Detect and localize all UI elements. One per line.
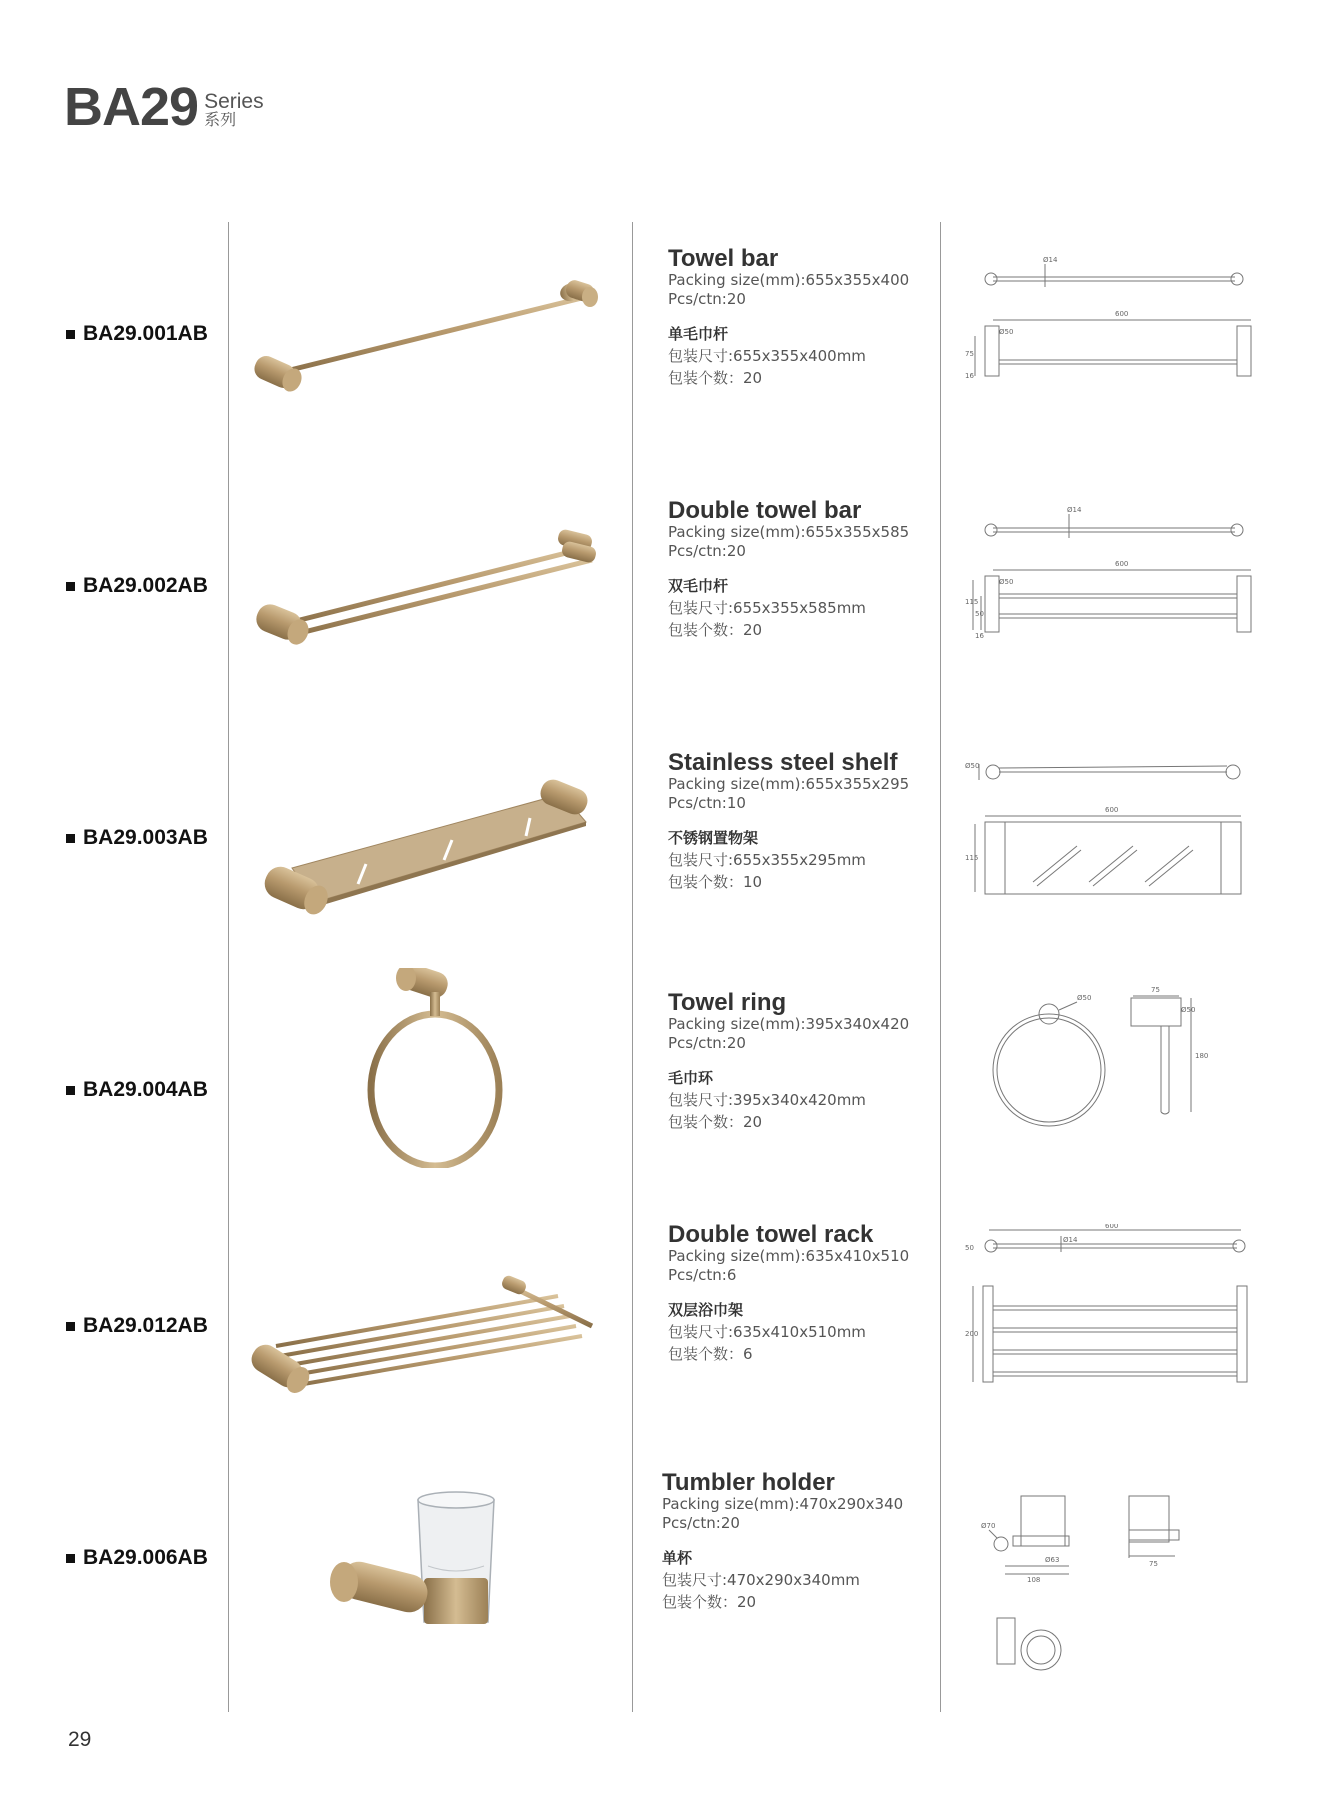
product-info <box>668 1222 928 1365</box>
pcs-per-carton: Pcs/ctn:20 <box>662 1514 740 1533</box>
technical-drawing-tumbler-holder <box>965 1474 1255 1704</box>
product-code: BA29.004AB <box>66 1078 208 1102</box>
product-photo-towel-ring <box>240 968 630 1168</box>
pcs-per-carton-cn: 包装个数：20 <box>668 621 763 640</box>
dimension-label: 600 <box>1115 310 1129 318</box>
dimension-label: 200 <box>965 1330 979 1338</box>
packing-size: Packing size(mm):655x355x295 <box>668 775 910 794</box>
series-subtitle <box>204 91 264 134</box>
bullet-icon <box>66 834 75 843</box>
dimension-label: 16 <box>975 632 984 640</box>
dimension-label: 600 <box>1105 806 1119 814</box>
dimension-label: Ø70 <box>981 1522 996 1530</box>
product-photo-double-towel-rack <box>240 1234 630 1434</box>
technical-drawing-double-towel-bar <box>965 504 1255 734</box>
product-name-cn: 不锈钢置物架 <box>668 829 759 848</box>
series-label-en: Series <box>204 90 264 114</box>
technical-drawing-stainless-steel-shelf <box>965 746 1255 976</box>
pcs-per-carton-cn: 包装个数：20 <box>662 1593 757 1612</box>
dimension-label: 600 <box>1115 560 1129 568</box>
product-name: Towel bar <box>668 245 779 272</box>
dimension-label: 75 <box>1151 986 1160 994</box>
dimension-label: 50 <box>975 610 984 618</box>
product-row-tumbler-holder <box>0 1469 1323 1726</box>
pcs-per-carton: Pcs/ctn:6 <box>668 1266 737 1285</box>
dimension-label: Ø50 <box>999 328 1014 336</box>
dimension-label: Ø50 <box>965 762 980 770</box>
product-code: BA29.006AB <box>66 1546 208 1570</box>
dimension-label: Ø50 <box>999 578 1014 586</box>
dimension-label: 180 <box>1195 1052 1209 1060</box>
dimension-label: 75 <box>1149 1560 1158 1568</box>
packing-size: Packing size(mm):655x355x400 <box>668 271 910 290</box>
product-info <box>668 498 928 641</box>
packing-size-cn: 包装尺寸:470x290x340mm <box>662 1571 860 1590</box>
product-name-cn: 毛巾环 <box>668 1069 714 1088</box>
product-name: Double towel rack <box>668 1221 874 1248</box>
packing-size: Packing size(mm):635x410x510 <box>668 1247 910 1266</box>
bullet-icon <box>66 582 75 591</box>
product-code: BA29.012AB <box>66 1314 208 1338</box>
product-info <box>668 750 928 893</box>
pcs-per-carton: Pcs/ctn:20 <box>668 290 746 309</box>
dimension-label: Ø14 <box>1067 506 1082 514</box>
product-photo-towel-bar <box>240 252 630 452</box>
product-name-cn: 单毛巾杆 <box>668 325 729 344</box>
product-info <box>668 246 928 389</box>
product-code: BA29.001AB <box>66 322 208 346</box>
pcs-per-carton: Pcs/ctn:20 <box>668 542 746 561</box>
product-name-cn: 双毛巾杆 <box>668 577 729 596</box>
product-name: Stainless steel shelf <box>668 749 898 776</box>
dimension-label: 75 <box>965 350 974 358</box>
bullet-icon <box>66 1554 75 1563</box>
bullet-icon <box>66 330 75 339</box>
pcs-per-carton-cn: 包装个数：20 <box>668 369 763 388</box>
product-code: BA29.003AB <box>66 826 208 850</box>
dimension-label: Ø14 <box>1043 256 1058 264</box>
product-name-cn: 单杯 <box>662 1549 693 1568</box>
packing-size: Packing size(mm):655x355x585 <box>668 523 910 542</box>
pcs-per-carton: Pcs/ctn:20 <box>668 1034 746 1053</box>
product-row-stainless-steel-shelf <box>0 736 1323 988</box>
technical-drawing-double-towel-rack <box>965 1224 1255 1454</box>
pcs-per-carton-cn: 包装个数：6 <box>668 1345 753 1364</box>
dimension-label: Ø14 <box>1063 1236 1078 1244</box>
series-code: BA29 <box>64 77 199 137</box>
product-name: Towel ring <box>668 989 787 1016</box>
product-photo-double-towel-bar <box>240 504 630 704</box>
packing-size-cn: 包装尺寸:635x410x510mm <box>668 1323 866 1342</box>
series-title <box>64 77 264 137</box>
product-code: BA29.002AB <box>66 574 208 598</box>
dimension-label: 115 <box>965 854 979 862</box>
packing-size-cn: 包装尺寸:655x355x400mm <box>668 347 866 366</box>
packing-size-cn: 包装尺寸:655x355x295mm <box>668 851 866 870</box>
product-info <box>668 990 928 1133</box>
product-row-towel-bar <box>0 232 1323 484</box>
product-name: Double towel bar <box>668 497 862 524</box>
bullet-icon <box>66 1322 75 1331</box>
product-photo-tumbler-holder <box>240 1474 630 1674</box>
product-photo-stainless-steel-shelf <box>240 756 630 956</box>
dimension-label: 115 <box>965 598 979 606</box>
packing-size-cn: 包装尺寸:655x355x585mm <box>668 599 866 618</box>
dimension-label: Ø50 <box>1077 994 1092 1002</box>
packing-size: Packing size(mm):470x290x340 <box>662 1495 904 1514</box>
product-row-towel-ring <box>0 988 1323 1240</box>
product-row-double-towel-bar <box>0 484 1323 736</box>
bullet-icon <box>66 1086 75 1095</box>
technical-drawing-towel-bar <box>965 252 1255 482</box>
technical-drawing-towel-ring <box>965 978 1255 1208</box>
product-info <box>662 1470 922 1613</box>
pcs-per-carton-cn: 包装个数：10 <box>668 873 763 892</box>
page-number: 29 <box>68 1728 92 1751</box>
pcs-per-carton: Pcs/ctn:10 <box>668 794 746 813</box>
dimension-label: 108 <box>1027 1576 1041 1584</box>
product-name: Tumbler holder <box>662 1469 835 1496</box>
packing-size: Packing size(mm):395x340x420 <box>668 1015 910 1034</box>
product-name-cn: 双层浴巾架 <box>668 1301 744 1320</box>
packing-size-cn: 包装尺寸:395x340x420mm <box>668 1091 866 1110</box>
pcs-per-carton-cn: 包装个数：20 <box>668 1113 763 1132</box>
dimension-label: 16 <box>965 372 974 380</box>
dimension-label: 600 <box>1105 1224 1119 1230</box>
dimension-label: 50 <box>965 1244 974 1252</box>
series-label-cn: 系列 <box>204 112 237 130</box>
dimension-label: Ø50 <box>1181 1006 1196 1014</box>
dimension-label: Ø63 <box>1045 1556 1060 1564</box>
